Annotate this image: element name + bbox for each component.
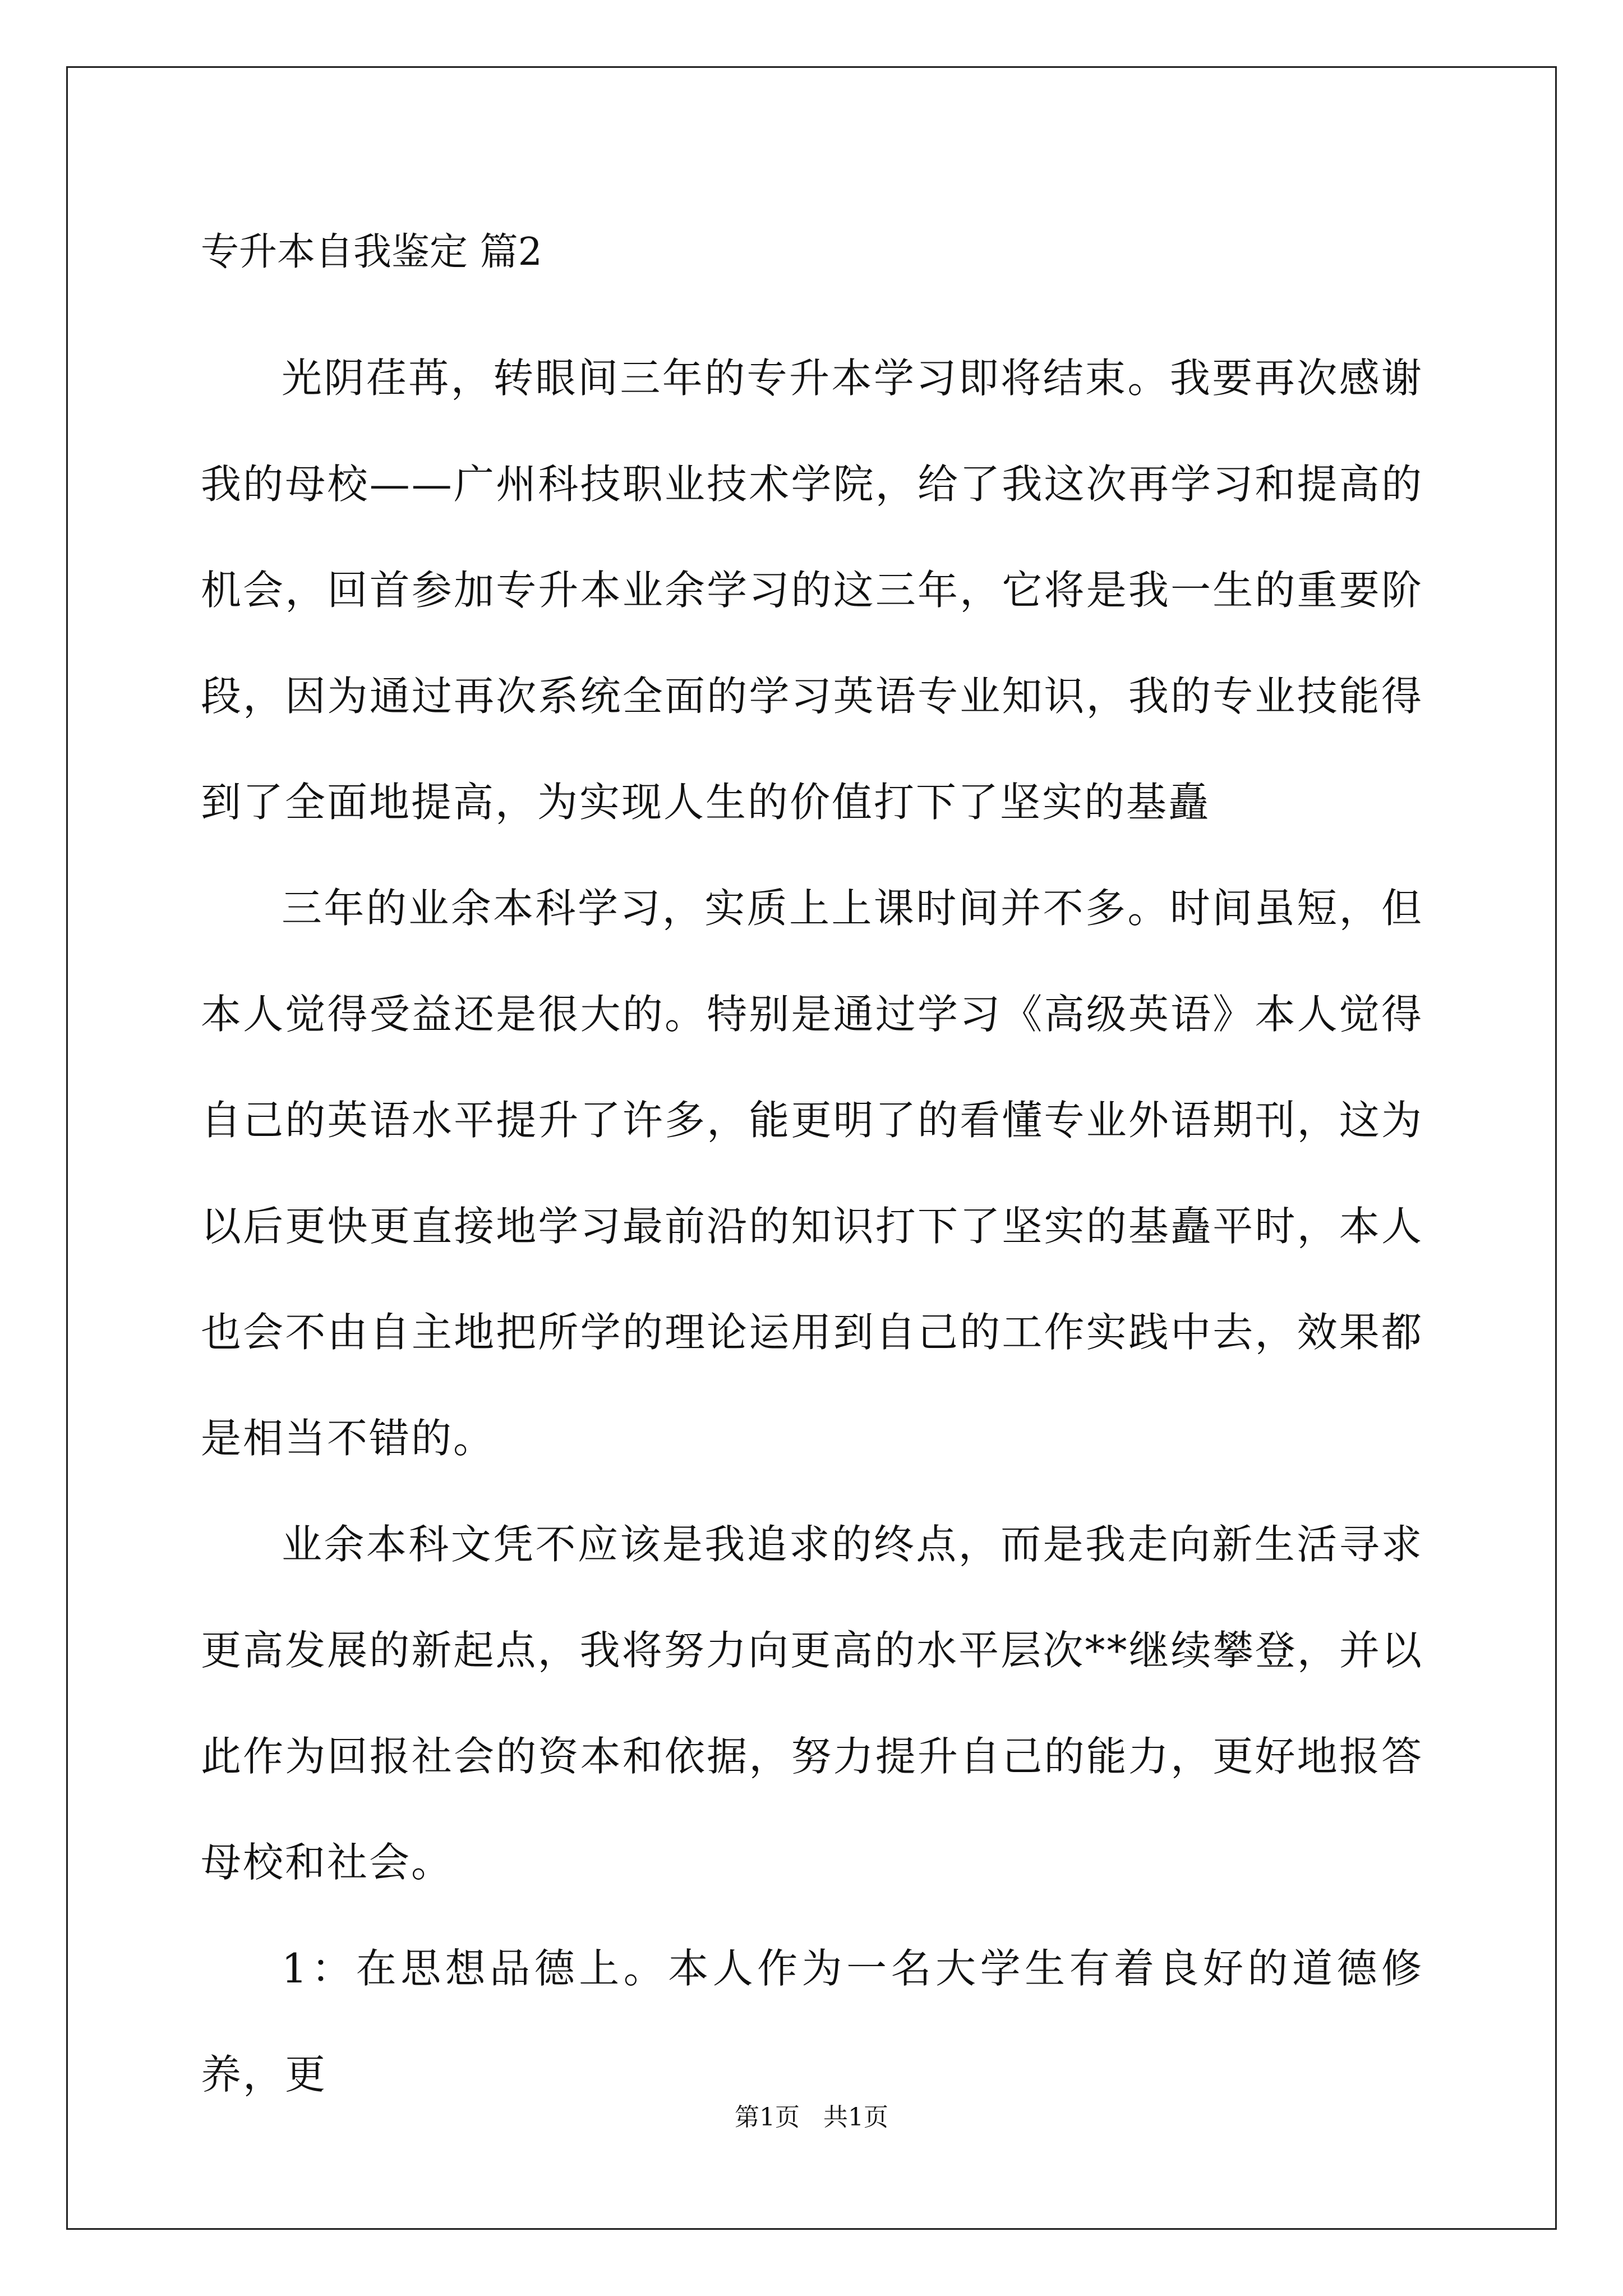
paragraph-3: 业余本科文凭不应该是我追求的终点，而是我走向新生活寻求更高发展的新起点，我将努力向更高的水平层次**继续攀登，并以此作为回报社会的资本和依据，努力提升自己的能力，更好地报答母校和社会。 — [201, 1521, 1423, 1886]
paragraph-1: 光阴荏苒，转眼间三年的专升本学习即将结束。我要再次感谢我的母校——广州科技职业技术学院，给了我这次再学习和提高的机会，回首参加专升本业余学习的这三年，它将是我一生的重要阶段，因为通过再次系统全面的学习英语专业知识，我的专业技能得到了全面地提高，为实现人生的价值打下了坚实的基矗 — [201, 355, 1423, 826]
document-title: 专升本自我鉴定 篇2 — [201, 230, 542, 274]
page-number-footer: 第1页 共1页 — [735, 2103, 888, 2132]
document-body — [201, 219, 1423, 2128]
paragraph-4: 1：在思想品德上。本人作为一名大学生有着良好的道德修养，更 — [201, 1945, 1423, 2098]
paragraph-2: 三年的业余本科学习，实质上上课时间并不多。时间虽短，但本人觉得受益还是很大的。特别是通过学习《高级英语》本人觉得自己的英语水平提升了许多，能更明了的看懂专业外语期刊，这为以后更快更直接地学习最前沿的知识打下了坚实的基矗平时，本人也会不由自主地把所学的理论运用到自己的工作实践中去，效果都是相当不错的。 — [201, 885, 1423, 1462]
